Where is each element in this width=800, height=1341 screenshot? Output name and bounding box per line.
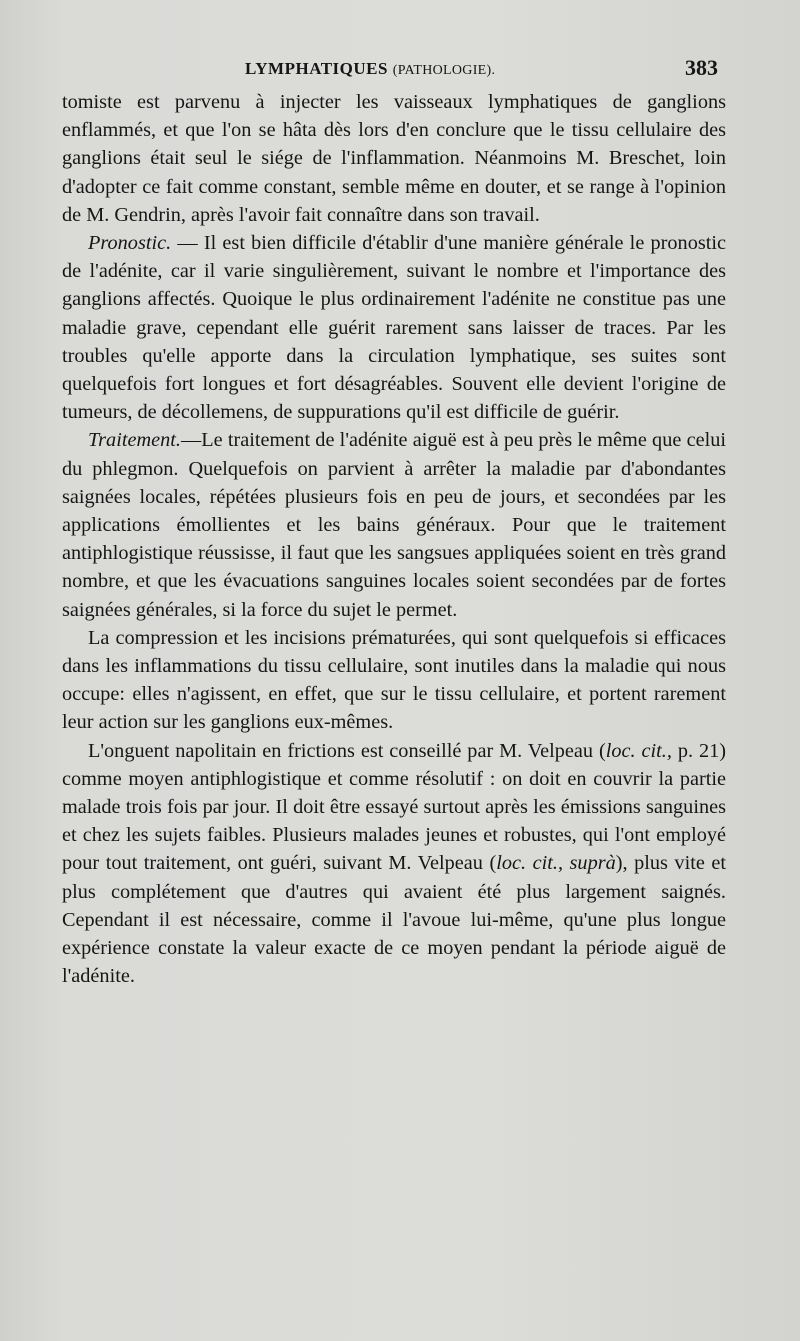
paragraph-traitement-text: —Le traitement de l'adénite aiguë est à peu près le même que celui du phlegmon. Quelquefois on parvient à arrêter la maladie par d'abondantes saignées locales, répétées plusieurs fois en peu de jours, et secondées par les applications émollientes et les bains généraux. Pour que le traitement antiphlogistique réussisse, il faut que les sangsues appliquées soient en très grand nombre, et que les évacuations sanguines locales soient secondées par de fortes saignées générales, si la force du sujet le permet. <box>62 429 726 621</box>
onguent-text-b: p. 21) comme moyen antiphlogistique et comme résolutif : on doit en couvrir la partie malade trois fois par jour. Il doit être essayé surtout après les émissions sanguines et chez les sujets faibles. Plusieurs malades jeunes et robustes, qui l'ont employé pour tout traitement, ont guéri, suivant M. Velpeau ( <box>62 739 726 875</box>
onguent-text-c: ), plus vite et plus complétement que d'autres qui avaient été plus largement saignés. Cependant il est nécessaire, comme il l'avoue lui-même, qu'une plus longue expérience constate la valeur exacte de ce moyen pendant la période aiguë de l'adénite. <box>62 852 726 988</box>
body-text <box>62 88 726 991</box>
onguent-citation-a: loc. cit., <box>605 739 672 762</box>
onguent-text-a: L'onguent napolitain en frictions est conseillé par M. Velpeau ( <box>88 739 606 762</box>
paragraph-traitement <box>62 426 726 623</box>
paragraph-onguent <box>62 737 726 991</box>
page-number: 383 <box>685 55 718 80</box>
running-title-main: LYMPHATIQUES <box>245 59 388 78</box>
paragraph-1: tomiste est parvenu à injecter les vaisseaux lymphatiques de ganglions enflammés, et que l'on se hâta dès lors d'en conclure que le tissu cellulaire des ganglions était seul le siége de l'inflammation. Néanmoins M. Breschet, loin d'adopter ce fait comme constant, semble même en douter, et se range à l'opinion de M. Gendrin, après l'avoir fait connaître dans son travail. <box>62 91 726 226</box>
paragraph-compression: La compression et les incisions prématurées, qui sont quelquefois si efficaces dans les inflammations du tissu cellulaire, sont inutiles dans la maladie qui nous occupe: elles n'agissent, en effet, que sur le tissu cellulaire, et portent rarement leur action sur les ganglions eux-mêmes. <box>62 626 726 734</box>
onguent-citation-b: loc. cit., suprà <box>496 852 616 875</box>
section-lead-pronostic: Pronostic. <box>88 232 172 255</box>
section-lead-traitement: Traitement. <box>88 429 181 452</box>
paragraph-pronostic-text: — Il est bien difficile d'établir d'une manière générale le pronostic de l'adénite, car il varie singulièrement, suivant le nombre et l'importance des ganglions affectés. Quoique le plus ordinairement l'adénite ne constitue pas une maladie grave, cependant elle guérit rarement sans laisser de traces. Par les troubles qu'elle apporte dans la circulation lymphatique, ses suites sont quelquefois fort longues et fort désagréables. Souvent elle devient l'origine de tumeurs, de décollemens, de suppurations qu'il est difficile de guérir. <box>62 232 726 424</box>
paragraph-pronostic <box>62 229 726 426</box>
running-title <box>245 59 495 79</box>
page-header <box>0 55 800 89</box>
running-title-sub: (PATHOLOGIE). <box>392 63 496 78</box>
